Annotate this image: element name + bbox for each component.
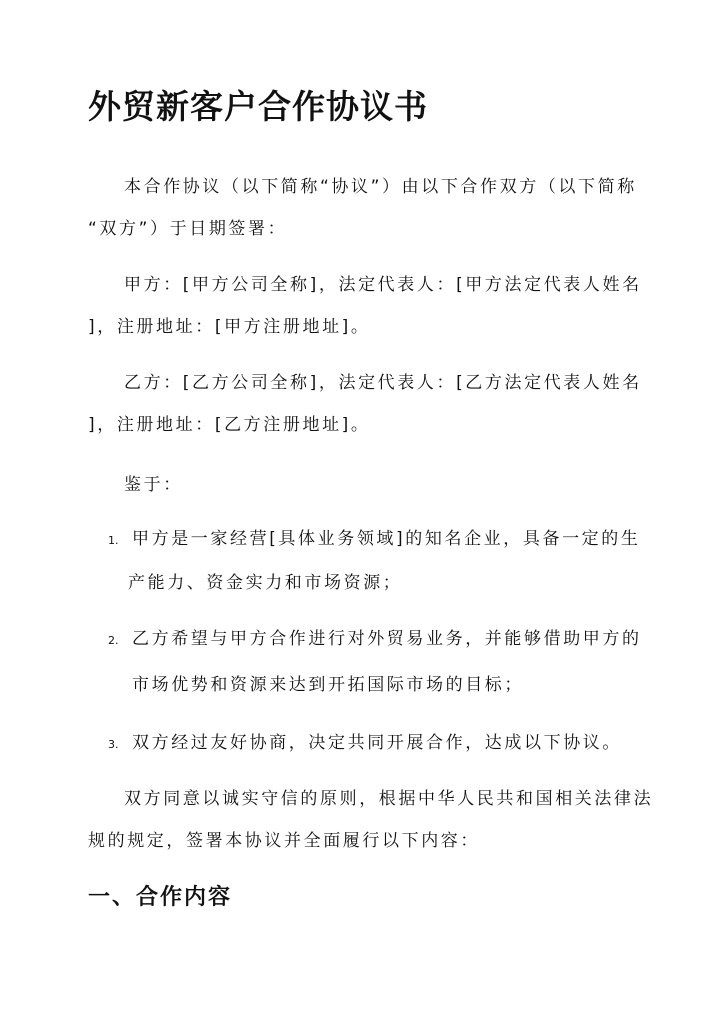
agreement-line-2: 规的规定，签署本协议并全面履行以下内容： xyxy=(88,831,480,851)
list-number-2: 2. xyxy=(108,634,119,647)
list-number-3: 3. xyxy=(108,738,119,751)
party-a-paragraph xyxy=(88,274,642,338)
party-b-line-2: ]，注册地址：[乙方注册地址]。 xyxy=(88,415,371,435)
agreement-paragraph xyxy=(88,788,654,852)
intro-line-1: 本合作协议（以下简称“协议”）由以下合作双方（以下简称 xyxy=(124,177,637,197)
party-a-line-2: ]，注册地址：[甲方注册地址]。 xyxy=(88,317,371,337)
whereas-label: 鉴于： xyxy=(124,475,183,495)
list-item-2-line-1: 乙方希望与甲方合作进行对外贸易业务，并能够借助甲方的 xyxy=(132,629,642,649)
intro-line-2: “双方”）于日期签署： xyxy=(88,219,288,239)
party-b-line-1: 乙方：[乙方公司全称]，法定代表人：[乙方法定代表人姓名 xyxy=(124,373,642,393)
agreement-line-1: 双方同意以诚实守信的原则，根据中华人民共和国相关法律法 xyxy=(124,789,654,809)
list-item-3-line-1: 双方经过友好协商，决定共同开展合作，达成以下协议。 xyxy=(132,733,622,753)
section-heading-cooperation: 一、合作内容 xyxy=(88,884,233,910)
list-item-1-line-2: 产能力、资金实力和市场资源； xyxy=(128,573,403,593)
document-title: 外贸新客户合作协议书 xyxy=(88,87,428,126)
party-a-line-1: 甲方：[甲方公司全称]，法定代表人：[甲方法定代表人姓名 xyxy=(124,275,642,295)
party-b-paragraph xyxy=(88,372,642,436)
list-number-1: 1. xyxy=(108,534,119,547)
list-item-1-line-1: 甲方是一家经营[具体业务领域]的知名企业，具备一定的生 xyxy=(132,529,641,549)
intro-paragraph xyxy=(88,176,636,240)
list-item-2-line-2: 市场优势和资源来达到开拓国际市场的目标； xyxy=(132,675,524,695)
